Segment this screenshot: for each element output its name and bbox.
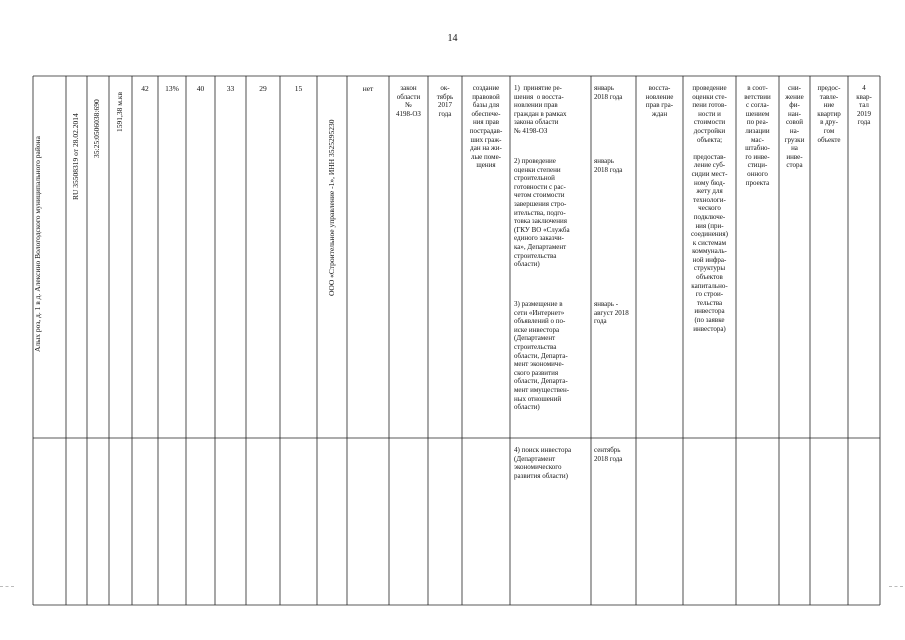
term-cell: 4 квар- тал 2019 года <box>856 84 872 127</box>
cell-13-percent: 13% <box>165 84 179 93</box>
accordance-cell: в соот- ветствии с согла- шением по реа- лизации мас- штабно- го инве- стици- онного проекта <box>744 84 771 187</box>
law-cell: закон области № 4198-ОЗ <box>396 84 421 118</box>
date-2-cell: январь 2018 года <box>594 157 623 174</box>
page-number: 14 <box>447 33 458 44</box>
cell-net: нет <box>362 84 374 93</box>
cell-33: 33 <box>226 84 235 93</box>
action-3-cell: 3) размещение в сети «Интернет» объявлений о по- иске инвестора (Департамент строительства области, Департа- мент экономиче- ского развития области, Департа- мент имуществен- ных отношений области) <box>514 300 570 412</box>
reduce-cell: сни- жение фи- нан- совой на- грузки на инве- стора <box>784 84 805 170</box>
scan-edge-mark-right <box>889 586 903 587</box>
restore-cell: восста- новление прав гра- ждан <box>645 84 674 118</box>
creation-cell: создание правовой базы для обеспече- ния прав пострадав- ших граж- дан на жи- лые поме- щения <box>469 84 503 170</box>
law-date-cell: ок- тябрь 2017 года <box>436 84 454 118</box>
cell-15: 15 <box>294 84 303 93</box>
cell-42: 42 <box>141 84 149 93</box>
date-4-cell: сентябрь 2018 года <box>594 446 623 463</box>
scan-edge-mark-left <box>0 586 14 587</box>
action-4-cell: 4) поиск инвестора (Департамент экономического развития области) <box>514 446 572 480</box>
date-3-cell: январь - август 2018 года <box>594 300 629 326</box>
provide-cell: предос- тавле- ние квартир в дру- гом объекте <box>817 84 841 144</box>
action-1-cell: 1) принятие ре- шения о восста- новлении прав граждан в рамках закона области № 4198-ОЗ <box>514 84 567 135</box>
cell-40: 40 <box>196 84 205 93</box>
date-1-cell: январь 2018 года <box>594 84 623 101</box>
cell-29: 29 <box>259 84 267 93</box>
measures-cell: проведение оценки сте- пени готов- ности и стоимости достройки объекта; предостав- ление суб- сидии мест- ному бюд- жету для технологи- ческого подключе- ния (при- соединения) к системам коммуналь- ной инфра- структуры объектов капитально- го строи- тельства инвестора (по заявке инвестора) <box>691 84 728 333</box>
action-2-cell: 2) проведение оценки степени строительной готовности с рас- четом стоимости завершения стро- ительства, подго- товка заключения (ГКУ ВО «Служба единого заказчи- ка», Департамент строительства области) <box>514 157 570 269</box>
